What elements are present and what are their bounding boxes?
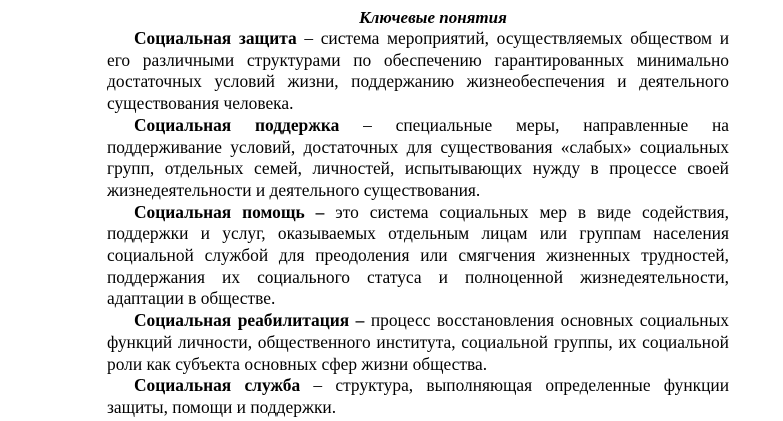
definition-text: структура, выполняющая определенные функции защиты, помощи и поддержки. <box>107 375 730 417</box>
term-dash: – <box>300 375 336 396</box>
definition-social-service <box>107 375 729 418</box>
term-dash: – <box>296 28 321 48</box>
definition-text: специальные меры, направленные на поддерживание условий, достаточных для существования «слабых» социальных групп, отдельных семей, личностей, испытывающих нужду в процессе своей жизнедеятельности и деятельного существования. <box>107 114 730 200</box>
definition-text: это система социальных мер в виде содействия, поддержки и услуг, оказываемых отдельным лицам или группам населения социальной службой для преодоления или смягчения жизненных трудностей, поддержания их социального статуса и полноценной жизнедеятельности, адаптации в обществе. <box>107 201 729 309</box>
definition-social-rehabilitation <box>107 310 729 375</box>
term-label: Социальная помощь – <box>134 201 325 222</box>
document-page <box>107 8 729 419</box>
definition-social-assistance <box>107 202 729 311</box>
definition-text: система мероприятий, осуществляемых обществом и его различными структурами по обеспечению гарантированных минимально достаточных условий жизни, поддержанию жизнеобеспечения и деятельного существования человека. <box>107 28 730 114</box>
definition-social-support <box>107 115 729 202</box>
section-heading: Ключевые понятия <box>359 8 507 27</box>
term-dash: – <box>339 114 396 135</box>
term-dash <box>324 202 335 222</box>
definition-social-protection <box>107 28 729 115</box>
term-label: Социальная защита <box>134 28 297 48</box>
term-label: Социальная поддержка <box>134 114 340 135</box>
definition-text: процесс восстановления основных социальных функций личности, общественного института, социальной группы, их социальной роли как субъекта основных сфер жизни общества. <box>107 310 729 374</box>
term-label: Социальная служба <box>134 375 301 396</box>
term-label: Социальная реабилитация – <box>134 310 365 331</box>
